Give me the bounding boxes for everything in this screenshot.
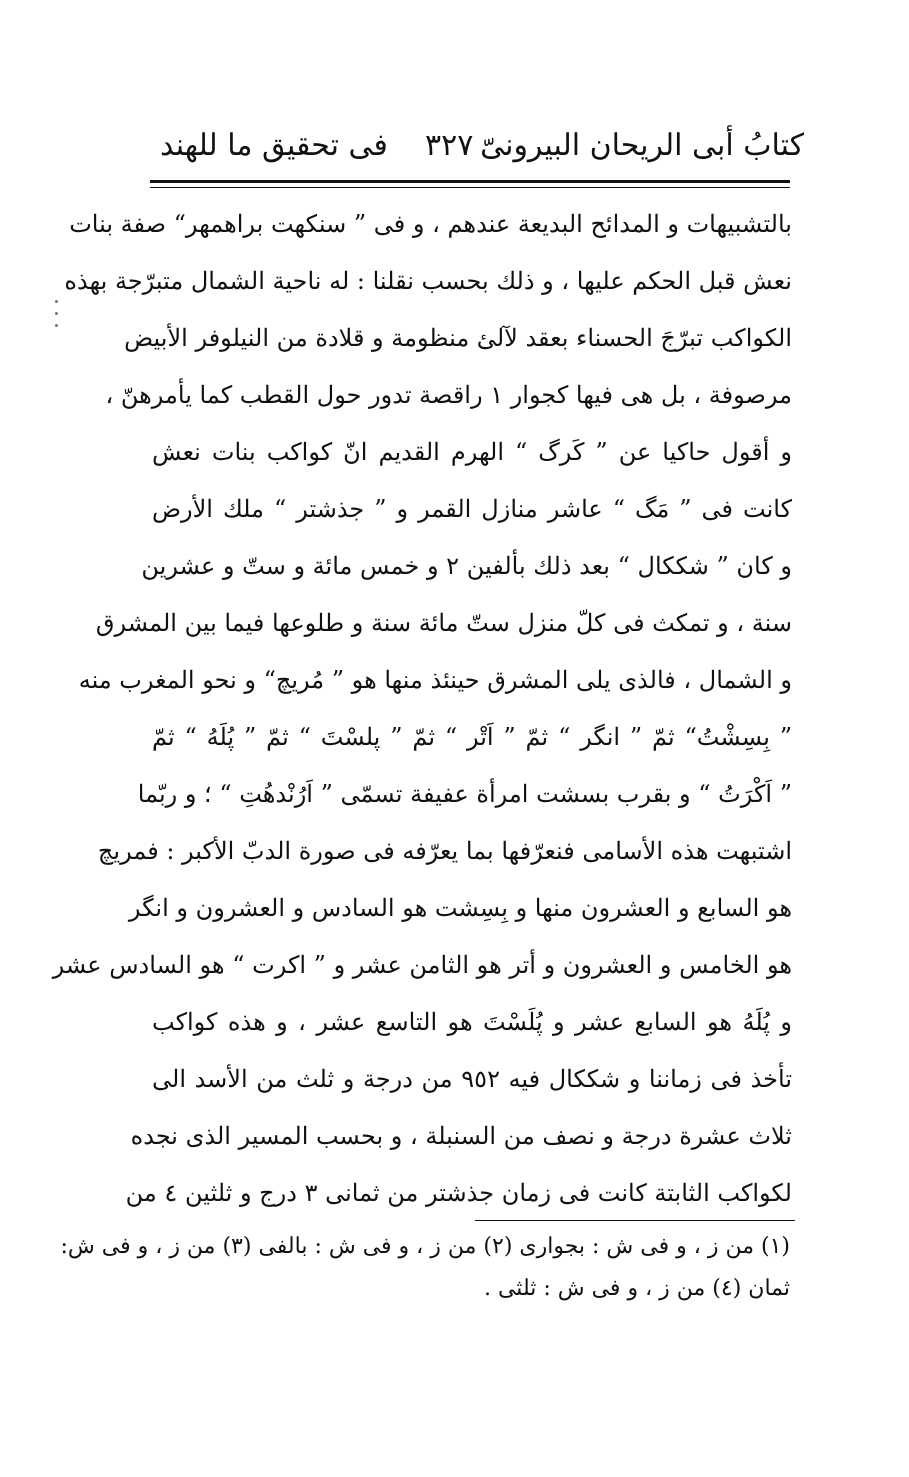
header-rule-thin <box>150 187 790 188</box>
body-text <box>52 196 792 1222</box>
text-line: ” اَكْرَتُ “ و بقرب بسشت امرأة عفيفة تسمّى ” اَرُنْدهُتِ “ ؛ و ربّما <box>137 780 792 808</box>
text-line: ثلاث عشرة درجة و نصف من السنبلة ، و بحسب المسير الذى نجده <box>130 1122 792 1150</box>
text-line: هو السابع و العشرون منها و بِسِشت هو السادس و العشرون و انگر <box>128 894 792 922</box>
text-line: لكواكب الثابتة كانت فى زمان جذشتر من ثمانى ٣ درج و ثلثين ٤ من <box>125 1179 792 1207</box>
header-right-title: كتابُ أبى الريحان البيرونىّ <box>480 128 804 163</box>
text-line: اشتبهت هذه الأسامى فنعرّفها بما يعرّفه فى صورة الدبّ الأكبر : فمريچ <box>97 837 792 865</box>
footnote-line: (١) من ز ، و فى ش : بجواری (٢) من ز ، و فى ش : بالفى (٣) من ز ، و فى ش: <box>60 1234 790 1259</box>
text-line: و الشمال ، فالذى يلى المشرق حينئذ منها هو ” مُريچ“ و نحو المغرب منه <box>78 666 792 694</box>
text-line: بالتشبيهات و المدائح البديعة عندهم ، و فى ” سنكهت براهمهر“ صفة بنات <box>69 210 792 238</box>
footnote-line: ثمان (٤) من ز ، و فى ش : ثلثى . <box>483 1276 790 1301</box>
text-line: سنة ، و تمكث فى كلّ منزل ستّ مائة سنة و طلوعها فيما بين المشرق <box>95 609 792 637</box>
text-line: و كان ” شككال “ بعد ذلك بألفين ٢ و خمس مائة و ستّ و عشرين <box>141 552 792 580</box>
text-line: و أقول حاكيا عن ” كَرگ “ الهرم القديم انّ كواكب بنات نعش <box>152 438 792 466</box>
running-header <box>160 120 804 172</box>
text-line: هو الخامس و العشرون و أتر هو الثامن عشر و ” اكرت “ هو السادس عشر <box>52 951 792 979</box>
text-line: و پُلَهُ هو السابع عشر و پُلَسْتَ هو التاسع عشر ، و هذه كواكب <box>152 1008 792 1036</box>
header-rule-thick <box>150 180 790 183</box>
text-line: كانت فى ” مَگ “ عاشر منازل القمر و ” جذشتر “ ملك الأرض <box>152 495 792 523</box>
page-number: ٣٢٧ <box>425 128 474 163</box>
text-line: الكواكب تبرّجَ الحسناء بعقد لآلئ منظومة و قلادة من النيلوفر الأبيض <box>124 324 792 352</box>
text-line: تأخذ فى زماننا و شككال فيه ٩٥٢ من درجة و ثلث من الأسد الى <box>152 1065 792 1093</box>
text-line: ” بِسِشْتُ“ ثمّ ” انگر “ ثمّ ” اَتْر “ ثمّ ” پلسْتَ “ ثمّ ” پُلَهُ “ ثمّ <box>152 723 792 751</box>
margin-marks <box>55 300 61 340</box>
text-line: مرصوفة ، بل هى فيها كجوار ١ راقصة تدور حول القطب كما يأمرهنّ ، <box>105 381 792 409</box>
footnotes <box>60 1226 790 1310</box>
text-line: نعش قبل الحكم عليها ، و ذلك بحسب نقلنا : له ناحية الشمال متبرّجة بهذه <box>64 267 792 295</box>
header-left-title: فى تحقيق ما للهند <box>160 128 388 163</box>
footnote-rule <box>475 1220 795 1221</box>
